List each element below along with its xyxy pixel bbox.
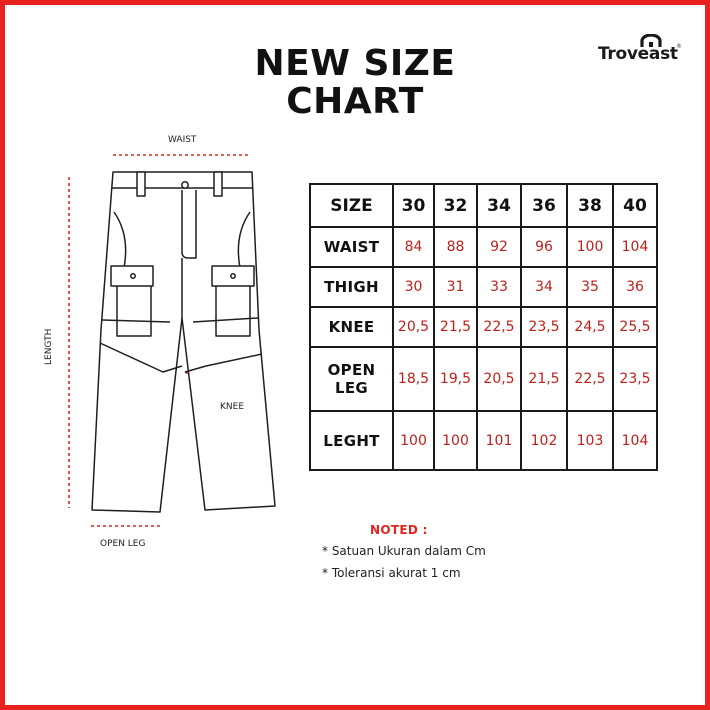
brand-registered-mark: ® bbox=[676, 43, 682, 50]
size-col-36: 36 bbox=[521, 184, 567, 227]
cell-value: 19,5 bbox=[434, 347, 477, 411]
size-col-40: 40 bbox=[613, 184, 657, 227]
cell-value: 92 bbox=[477, 227, 521, 267]
size-col-34: 34 bbox=[477, 184, 521, 227]
cell-value: 25,5 bbox=[613, 307, 657, 347]
cell-value: 30 bbox=[393, 267, 434, 307]
cell-value: 88 bbox=[434, 227, 477, 267]
cell-value: 84 bbox=[393, 227, 434, 267]
title-line-2: CHART bbox=[286, 81, 424, 122]
table-row bbox=[310, 307, 657, 347]
size-table bbox=[309, 183, 658, 471]
row-label-waist: WAIST bbox=[310, 227, 393, 267]
cell-value: 104 bbox=[613, 227, 657, 267]
title-line-1: NEW SIZE bbox=[254, 43, 456, 84]
length-label: LENGTH bbox=[44, 328, 54, 365]
cell-value: 20,5 bbox=[477, 347, 521, 411]
notes-heading: NOTED : bbox=[370, 523, 428, 537]
cell-value: 21,5 bbox=[521, 347, 567, 411]
table-row bbox=[310, 227, 657, 267]
cell-value: 22,5 bbox=[567, 347, 613, 411]
row-label-open-leg bbox=[310, 347, 393, 411]
cell-value: 23,5 bbox=[521, 307, 567, 347]
knee-label: KNEE bbox=[220, 402, 245, 412]
cell-value: 23,5 bbox=[613, 347, 657, 411]
cell-value: 96 bbox=[521, 227, 567, 267]
note-item: * Satuan Ukuran dalam Cm bbox=[322, 544, 486, 558]
cell-value: 103 bbox=[567, 411, 613, 470]
table-header-row bbox=[310, 184, 657, 227]
cell-value: 36 bbox=[613, 267, 657, 307]
row-label-open-leg-line-1: OPEN bbox=[327, 361, 376, 379]
table-row bbox=[310, 411, 657, 470]
cell-value: 33 bbox=[477, 267, 521, 307]
cell-value: 31 bbox=[434, 267, 477, 307]
cell-value: 104 bbox=[613, 411, 657, 470]
open-leg-label: OPEN LEG bbox=[100, 539, 146, 549]
cell-value: 21,5 bbox=[434, 307, 477, 347]
cell-value: 100 bbox=[434, 411, 477, 470]
row-label-open-leg-line-2: LEG bbox=[334, 379, 369, 397]
size-col-38: 38 bbox=[567, 184, 613, 227]
cell-value: 101 bbox=[477, 411, 521, 470]
cell-value: 100 bbox=[393, 411, 434, 470]
cell-value: 20,5 bbox=[393, 307, 434, 347]
waist-label: WAIST bbox=[168, 135, 197, 145]
table-row bbox=[310, 267, 657, 307]
size-col-30: 30 bbox=[393, 184, 434, 227]
row-label-knee: KNEE bbox=[310, 307, 393, 347]
row-label-thigh: THIGH bbox=[310, 267, 393, 307]
row-label-length: LEGHT bbox=[310, 411, 393, 470]
cell-value: 102 bbox=[521, 411, 567, 470]
note-item: * Toleransi akurat 1 cm bbox=[322, 566, 461, 580]
cell-value: 34 bbox=[521, 267, 567, 307]
cell-value: 22,5 bbox=[477, 307, 521, 347]
brand-name: Troveast bbox=[598, 44, 678, 64]
size-header-cell: SIZE bbox=[310, 184, 393, 227]
cell-value: 35 bbox=[567, 267, 613, 307]
table-row bbox=[310, 347, 657, 411]
cell-value: 18,5 bbox=[393, 347, 434, 411]
size-col-32: 32 bbox=[434, 184, 477, 227]
cell-value: 24,5 bbox=[567, 307, 613, 347]
cell-value: 100 bbox=[567, 227, 613, 267]
